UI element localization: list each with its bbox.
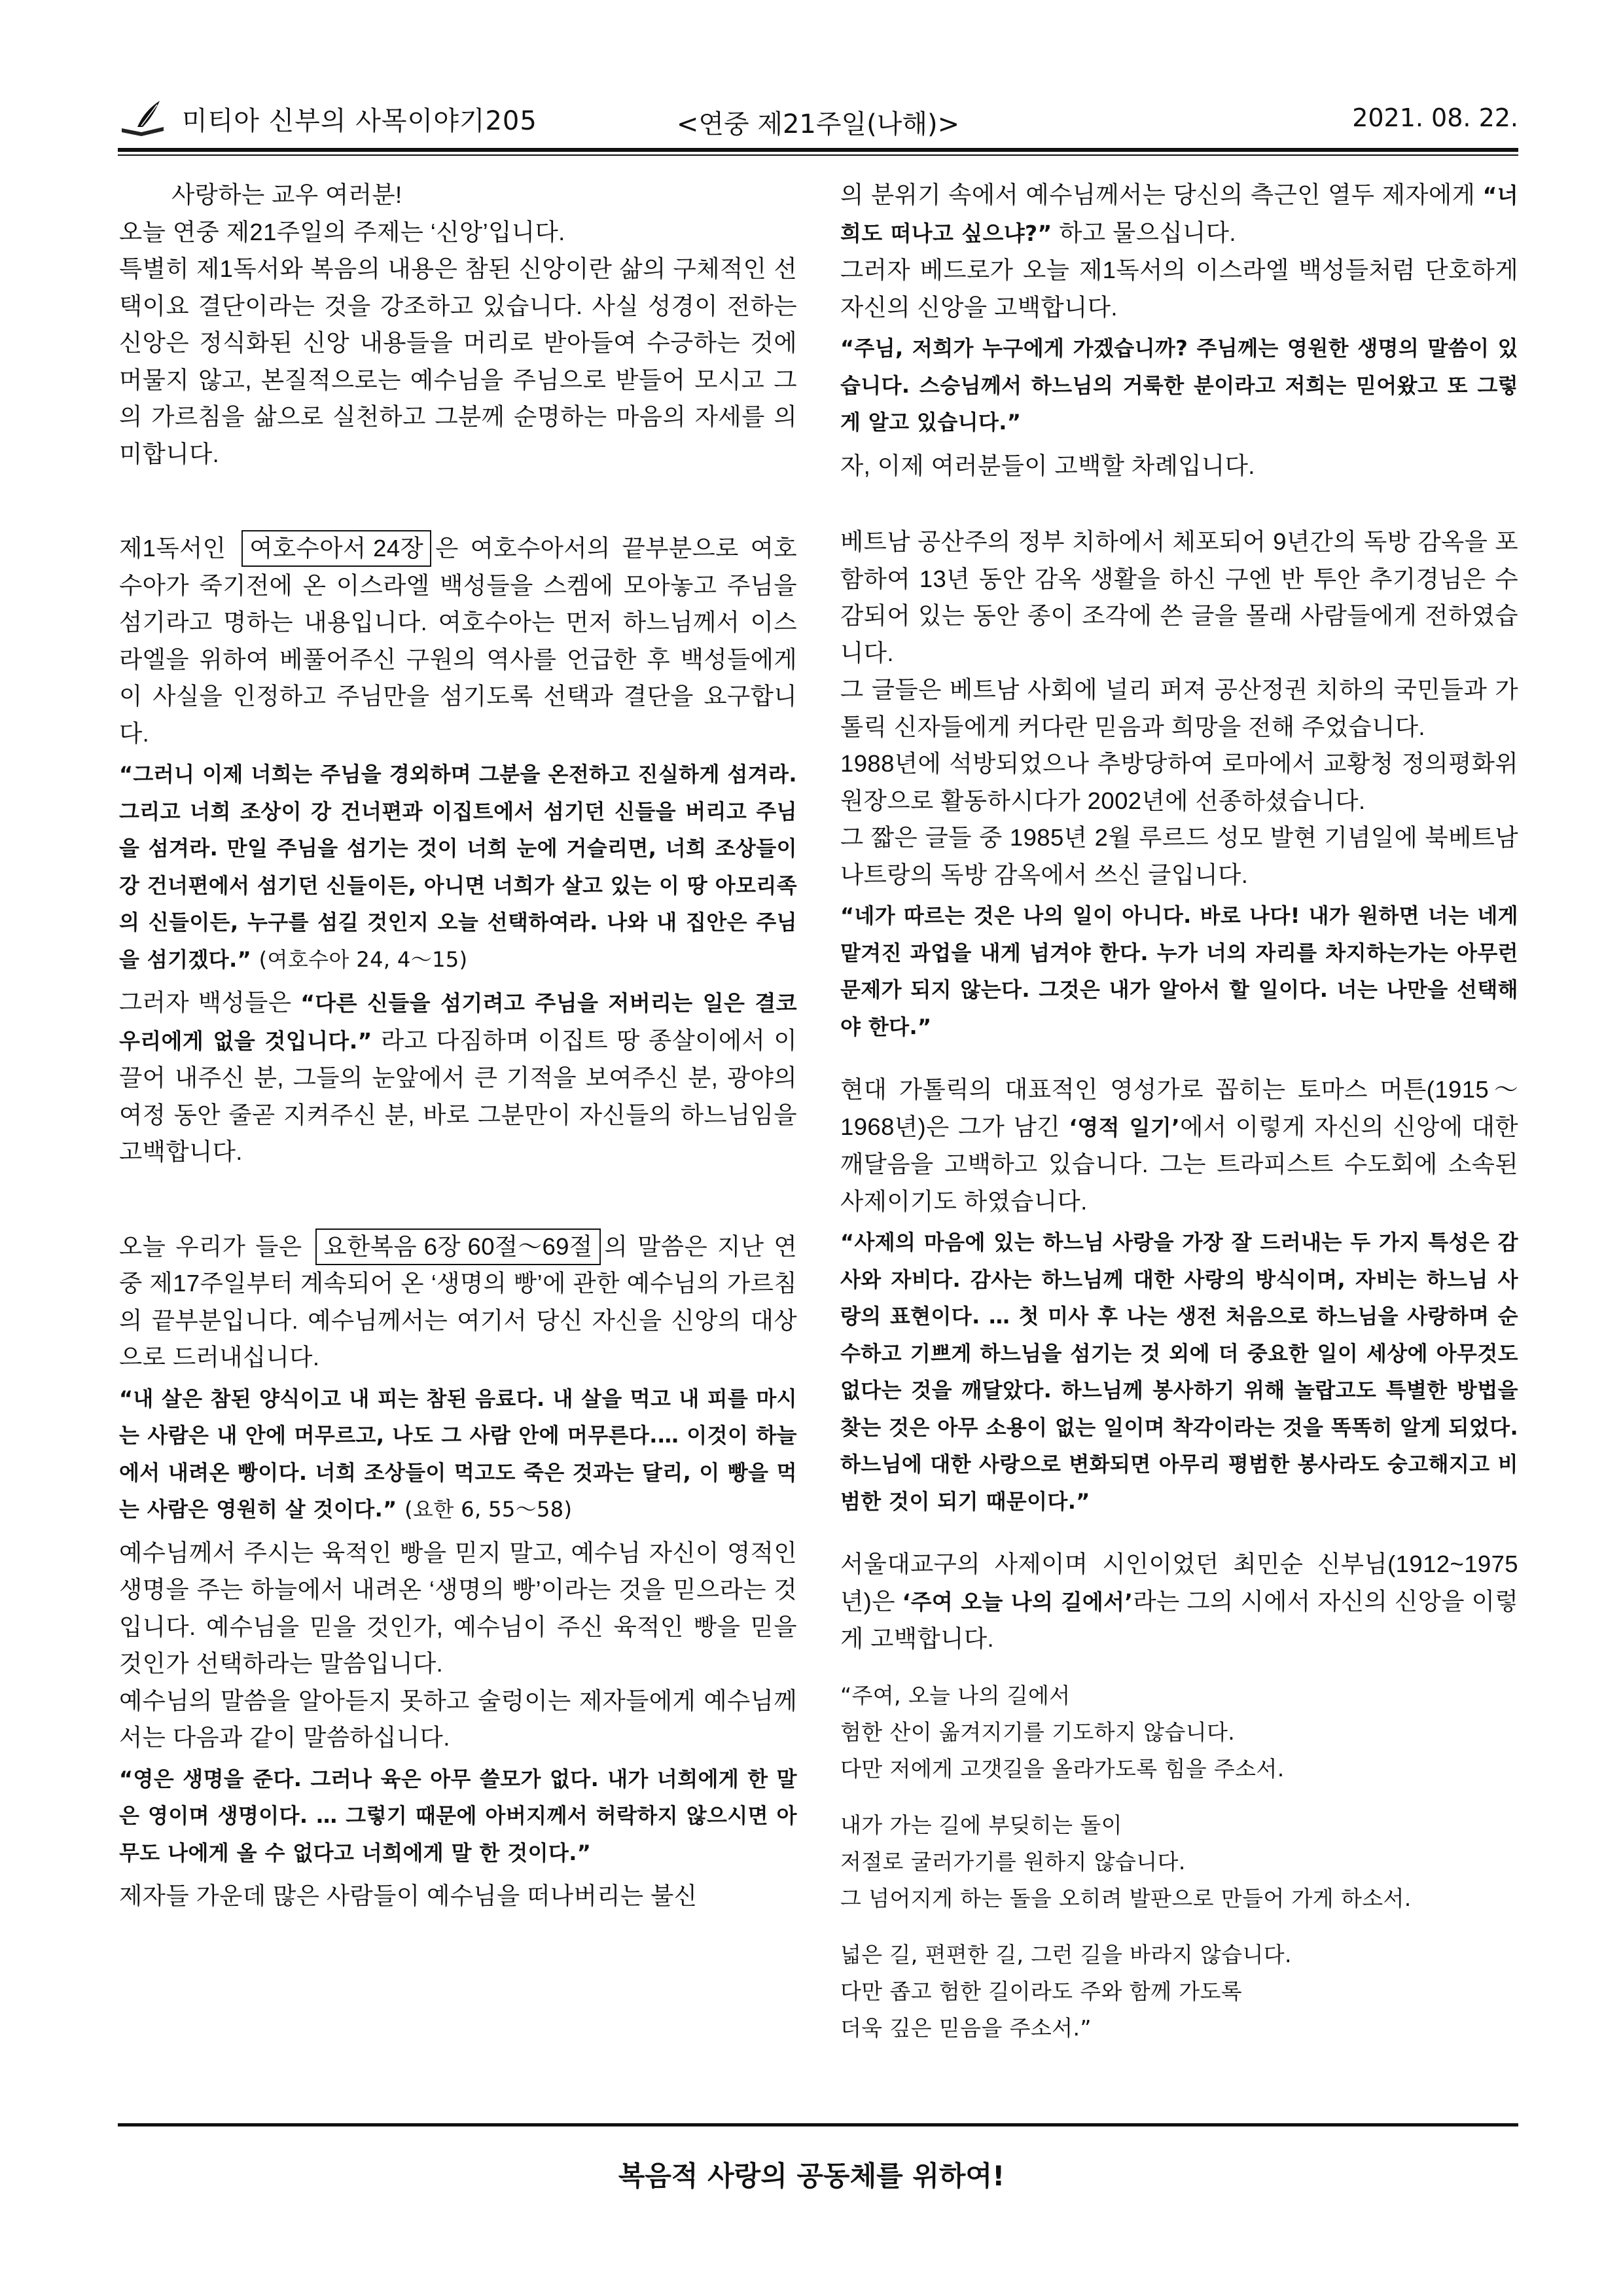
book-title: ‘영적 일기’ [1069,1114,1181,1140]
poem-line: 다만 저에게 고갯길을 올라가도록 힘을 주소서. [840,1755,1285,1782]
footer-rule [118,2123,1518,2126]
body-paragraph: 1988년에 석방되었으나 추방당하여 로마에서 교황청 정의평화위원장으로 활동하시다가 2002년에 선종하셨습니다. [840,750,1518,814]
body-paragraph: 예수님의 말씀을 알아듣지 못하고 술렁이는 제자들에게 예수님께서는 다음과 같이 말씀하십니다. [119,1687,797,1751]
newsletter-title: 미티아 신부의 사목이야기205 [182,105,537,136]
body-paragraph: 예수님께서 주시는 육적인 빵을 믿지 말고, 예수님 자신이 영적인 생명을 주는 하늘에서 내려온 ‘생명의 빵’이라는 것을 믿으라는 것입니다. 예수님을 믿을 것인가, 예수님이 주신 육적인 빵을 믿을 것인가 선택하라는 말씀입니다. [119,1539,797,1677]
body-paragraph: 제자들 가운데 많은 사람들이 예수님을 떠나버리는 불신 [119,1882,698,1909]
scripture-quote: “주님, 저희가 누구에게 가겠습니까? 주님께는 영원한 생명의 말씀이 있습니다. 스승님께서 하느님의 거룩한 분이라고 저희는 믿어왔고 또 그렇게 알고 있습니다.” [840,336,1518,435]
footer-slogan: 복음적 사랑의 공동체를 위하여! [618,2160,1005,2192]
body-paragraph: 현대 가톨릭의 대표적인 영성가로 꼽히는 토마스 머튼(1915～1968년)은 그가 남긴 ‘영적 일기’에서 이렇게 자신의 신앙에 대한 깨달음을 고백하고 있습니다. 그는 트라피스트 수도회에 소속된 사제이기도 하였습니다. [840,1076,1519,1215]
merton-quote: “사제의 마음에 있는 하느님 사랑을 가장 잘 드러내는 두 가지 특성은 감사와 자비다. 감사는 하느님께 대한 사랑의 방식이며, 자비는 하느님 사랑의 표현이다. … 첫 미사 후 나는 생전 처음으로 하느님을 사랑하며 순수하고 기쁘게 하느님을 섬기는 것 외에 더 중요한 일이 세상에 아무것도 없다는 것을 깨달았다. 하느님께 봉사하기 위해 놀랍고도 특별한 방법을 찾는 것은 아무 소용이 없는 일이며 착각이라는 것을 똑똑히 알게 되었다. 하느님에 대한 사랑으로 변화되면 아무리 평범한 봉사라도 숭고해지고 비범한 것이 되기 때문이다.” [840,1230,1519,1514]
body-paragraph: 서울대교구의 사제이며 시인이었던 최민순 신부님(1912~1975년)은 ‘주여 오늘 나의 길에서’라는 그의 시에서 자신의 신앙을 이렇게 고백합니다. [840,1551,1518,1652]
body-paragraph: 그 짧은 글들 중 1985년 2월 루르드 성모 발현 기념일에 북베트남 나트랑의 독방 감옥에서 쓰신 글입니다. [840,824,1518,888]
first-reading-paragraph: 제1독서인 여호수아서 24장 은 여호수아서의 끝부분으로 여호수아가 죽기전에 온 이스라엘 백성들을 스켐에 모아놓고 주님을 섬기라고 명하는 내용입니다. 여호수아는 먼저 하느님께서 이스라엘을 위하여 베풀어주신 구원의 역사를 언급한 후 백성들에게 이 사실을 인정하고 주님만을 섬기도록 선택과 결단을 요구합니다. [119,530,797,752]
quote-reference: (요한 6, 55～58) [404,1497,573,1522]
header-rule [118,148,1518,152]
poem-stanza [840,1677,1518,1787]
poem-stanza [840,1937,1518,2047]
gospel-paragraph: 오늘 우리가 들은 요한복음 6장 60절～69절 의 말씀은 지난 연중 제17주일부터 계속되어 온 ‘생명의 빵’에 관한 예수님의 가르침의 끝부분입니다. 예수님께서는 여기서 당신 자신을 신앙의 대상으로 드러내십니다. [119,1229,797,1376]
scripture-quote: “영은 생명을 준다. 그러나 육은 아무 쓸모가 없다. 내가 너희에게 한 말은 영이며 생명이다. … 그렇기 때문에 아버지께서 허락하지 않으시면 아무도 나에게 올 수 없다고 너희에게 말 한 것이다.” [119,1766,797,1865]
poem-line: 넓은 길, 편편한 길, 그런 길을 바라지 않습니다. [840,1941,1292,1967]
header-rule-thin [118,154,1518,156]
reading-reference-box: 여호수아서 24장 [241,530,431,567]
poem-title: ‘주여 오늘 나의 길에서’ [902,1588,1133,1615]
intro-paragraph: 오늘 연중 제21주일의 주제는 ‘신앙’입니다. [119,218,565,245]
scripture-quote: “그러니 이제 너희는 주님을 경외하며 그분을 온전하고 진실하게 섬겨라. 그리고 너희 조상이 강 건너편과 이집트에서 섬기던 신들을 버리고 주님을 섬겨라. 만일 주님을 섬기는 것이 너희 눈에 거슬리면, 너희 조상들이 강 건너편에서 섬기던 신들이든, 아니면 너희가 살고 있는 이 땅 아모리족의 신들이든, 누구를 섬길 것인지 오늘 선택하여라. 나와 내 집안은 주님을 섬기겠다.” (여호수아 24, 4～15) [119,762,798,972]
emphasized-quote: “다른 신들을 섬기려고 주님을 저버리는 일은 결코 우리에게 없을 것입니다.” [119,990,798,1054]
poem-line: 다만 좁고 험한 길이라도 주와 함께 가도록 [840,1978,1243,2004]
poem-line: 험한 산이 옮겨지기를 기도하지 않습니다. [840,1719,1236,1745]
body-paragraph: 그 글들은 베트남 사회에 널리 퍼져 공산정권 치하의 국민들과 가톨릭 신자들에게 커다란 믿음과 희망을 전해 주었습니다. [840,676,1518,740]
body-paragraph: 특별히 제1독서와 복음의 내용은 참된 신앙이란 삶의 구체적인 선택이요 결단이라는 것을 강조하고 있습니다. 사실 성경이 전하는 신앙은 정식화된 신앙 내용들을 머리로 받아들여 수긍하는 것에 머물지 않고, 본질적으로는 예수님을 주님으로 받들어 모시고 그의 가르침을 삶으로 실천하고 그분께 순명하는 마음의 자세를 의미합니다. [119,255,797,467]
poem-line: 내가 가는 길에 부딪히는 돌이 [840,1812,1122,1838]
body-paragraph: 그러자 백성들은 “다른 신들을 섬기려고 주님을 저버리는 일은 결코 우리에게 없을 것입니다.” 라고 다짐하며 이집트 땅 종살이에서 이끌어 내주신 분, 그들의 눈앞에서 큰 기적을 보여주신 분, 광야의 여정 동안 줄곧 지켜주신 분, 바로 그분만이 자신들의 하느님임을 고백합니다. [119,989,798,1165]
cardinal-quote: “네가 따르는 것은 나의 일이 아니다. 바로 나다! 내가 원하면 너는 네게 맡겨진 과업을 내게 넘겨야 한다. 누가 너의 자리를 차지하는가는 아무런 문제가 되지 않는다. 그것은 내가 알아서 할 일이다. 너는 나만을 선택해야 한다.” [840,903,1518,1039]
scripture-quote: “내 살은 참된 양식이고 내 피는 참된 음료다. 내 살을 먹고 내 피를 마시는 사람은 내 안에 머무르고, 나도 그 사람 안에 머무른다.… 이것이 하늘에서 내려온 빵이다. 너희 조상들이 먹고도 죽은 것과는 달리, 이 빵을 먹는 사람은 영원히 살 것이다.” (요한 6, 55～58) [119,1386,797,1522]
body-paragraph: 베트남 공산주의 정부 치하에서 체포되어 9년간의 독방 감옥을 포함하여 13년 동안 감옥 생활을 하신 구엔 반 투안 추기경님은 수감되어 있는 동안 종이 조각에 쓴 글을 몰래 사람들에게 전하였습니다. [840,528,1518,666]
body-paragraph: 의 분위기 속에서 예수님께서는 당신의 측근인 열두 제자에게 “너희도 떠나고 싶으냐?” 하고 물으십니다. [840,181,1519,246]
liturgical-day: <연중 제21주일(나해)> [676,109,960,139]
page-header [118,98,1518,144]
poem-line: 저절로 굴러가기를 원하지 않습니다. [840,1848,1186,1874]
body-paragraph: 자, 이제 여러분들이 고백할 차례입니다. [840,452,1255,479]
poem-line: “주여, 오늘 나의 길에서 [840,1682,1071,1708]
poem-line: 더욱 깊은 믿음을 주소서.” [840,2015,1092,2041]
left-column [119,177,797,1915]
body-paragraph: 그러자 베드로가 오늘 제1독서의 이스라엘 백성들처럼 단호하게 자신의 신앙을 고백합니다. [840,257,1518,321]
gospel-reference-box: 요한복음 6장 60절～69절 [315,1229,600,1265]
poem-line: 그 넘어지게 하는 돌을 오히려 발판으로 만들어 가게 하소서. [840,1885,1412,1911]
greeting: 사랑하는 교우 여러분! [171,181,402,208]
quote-reference: (여호수아 24, 4～15) [259,946,468,972]
emphasized-quote: “너희도 떠나고 싶으냐?” [840,183,1519,246]
right-column [840,177,1518,2047]
issue-date: 2021. 08. 22. [1352,103,1518,132]
poem-stanza [840,1807,1518,1917]
